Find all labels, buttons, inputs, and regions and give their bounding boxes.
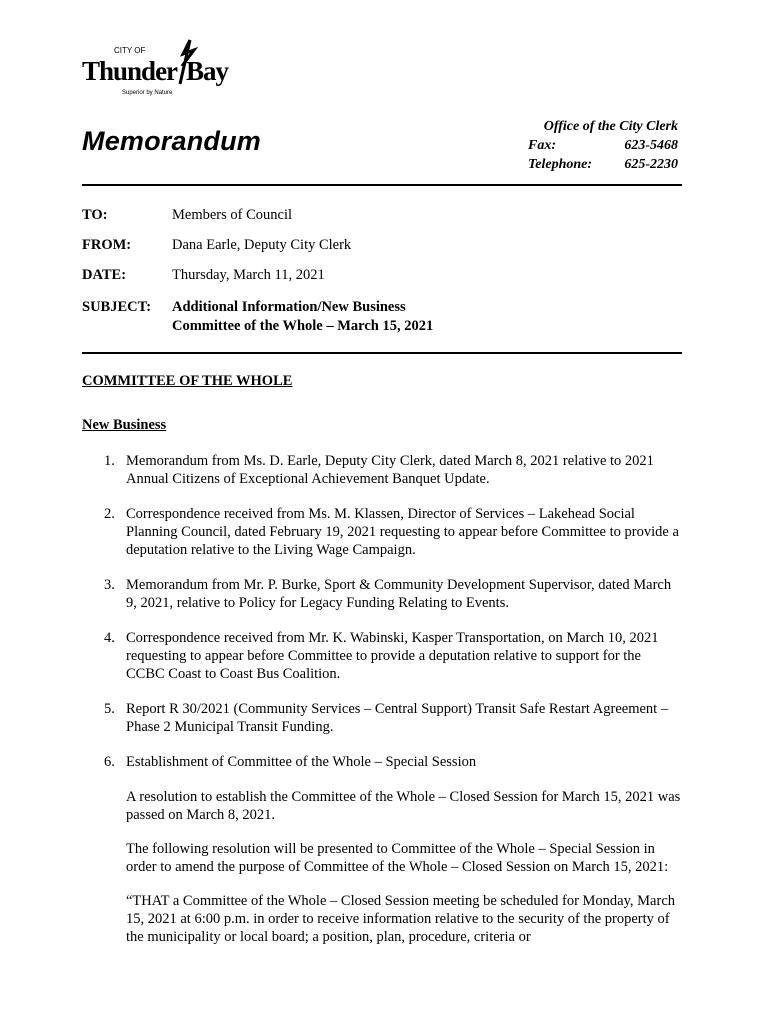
list-item (82, 452, 682, 488)
item-number: 1. (104, 453, 115, 469)
subject-label: SUBJECT: (82, 299, 152, 315)
fax-value: 623-5468 (624, 138, 678, 153)
telephone-value: 625-2230 (624, 157, 678, 172)
item-text: Correspondence received from Mr. K. Wabinski, Kasper Transportation, on March 10, 2021 requesting to appear before Committee to provide a deputation relative to support for the CCBC Coast to Coast Bus Coalition. (126, 630, 659, 682)
item-text: Report R 30/2021 (Community Services – Central Support) Transit Safe Restart Agreement – Phase 2 Municipal Transit Funding. (126, 701, 669, 735)
thunder-bay-logo-icon (82, 36, 232, 102)
item-paragraph: “THAT a Committee of the Whole – Closed Session meeting be scheduled for Monday, March 15, 2021 at 6:00 p.m. in order to receive information relative to the security of the property of the municipality or local board; a position, plan, procedure, criteria or (126, 893, 676, 945)
subject-line-1: Additional Information/New Business (172, 299, 406, 315)
item-text: Memorandum from Mr. P. Burke, Sport & Community Development Supervisor, dated March 9, 2021, relative to Policy for Legacy Funding Relating to Events. (126, 577, 672, 611)
date-value: Thursday, March 11, 2021 (172, 267, 325, 283)
telephone-label: Telephone: (528, 157, 593, 172)
to-label: TO: (82, 207, 108, 223)
item-number: 4. (104, 630, 115, 646)
from-label: FROM: (82, 237, 132, 253)
header-divider-bottom (82, 352, 682, 354)
list-item (82, 576, 682, 612)
from-value: Dana Earle, Deputy City Clerk (172, 237, 352, 253)
logo-bay: Bay (186, 56, 229, 86)
list-item (82, 753, 682, 946)
date-label: DATE: (82, 267, 127, 283)
new-business-heading: New Business (82, 417, 167, 433)
item-number: 5. (104, 701, 115, 717)
fax-label: Fax: (528, 138, 556, 153)
section-heading: COMMITTEE OF THE WHOLE (82, 373, 293, 389)
logo-city-of: CITY OF (114, 46, 146, 55)
logo-tagline: Superior by Nature (122, 90, 173, 96)
list-item (82, 700, 682, 736)
new-business-list (82, 452, 682, 963)
item-number: 6. (104, 754, 115, 770)
office-title: Office of the City Clerk (543, 119, 678, 134)
item-number: 2. (104, 506, 115, 522)
memo-title: Memorandum (82, 126, 262, 156)
city-logo (82, 36, 232, 102)
header-divider-top (82, 184, 682, 186)
item-paragraph: The following resolution will be presented to Committee of the Whole – Special Session in order to amend the purpose of Committee of the Whole – Closed Session on March 15, 2021: (126, 841, 669, 875)
item-paragraph: A resolution to establish the Committee of the Whole – Closed Session for March 15, 2021 was passed on March 8, 2021. (126, 789, 681, 823)
item-text: Memorandum from Ms. D. Earle, Deputy City Clerk, dated March 8, 2021 relative to 2021 Annual Citizens of Exceptional Achievement Banquet Update. (126, 453, 654, 487)
office-info (528, 117, 678, 174)
to-value: Members of Council (172, 207, 293, 223)
subject-line-2: Committee of the Whole – March 15, 2021 (172, 318, 434, 334)
item-text: Correspondence received from Ms. M. Klassen, Director of Services – Lakehead Social Planning Council, dated February 19, 2021 requesting to appear before Committee to provide a deputation relative to the Living Wage Campaign. (126, 506, 679, 558)
list-item (82, 505, 682, 559)
logo-thunder: Thunder (82, 56, 178, 86)
item-number: 3. (104, 577, 115, 593)
list-item (82, 629, 682, 683)
item-text: Establishment of Committee of the Whole – Special Session (126, 754, 477, 770)
